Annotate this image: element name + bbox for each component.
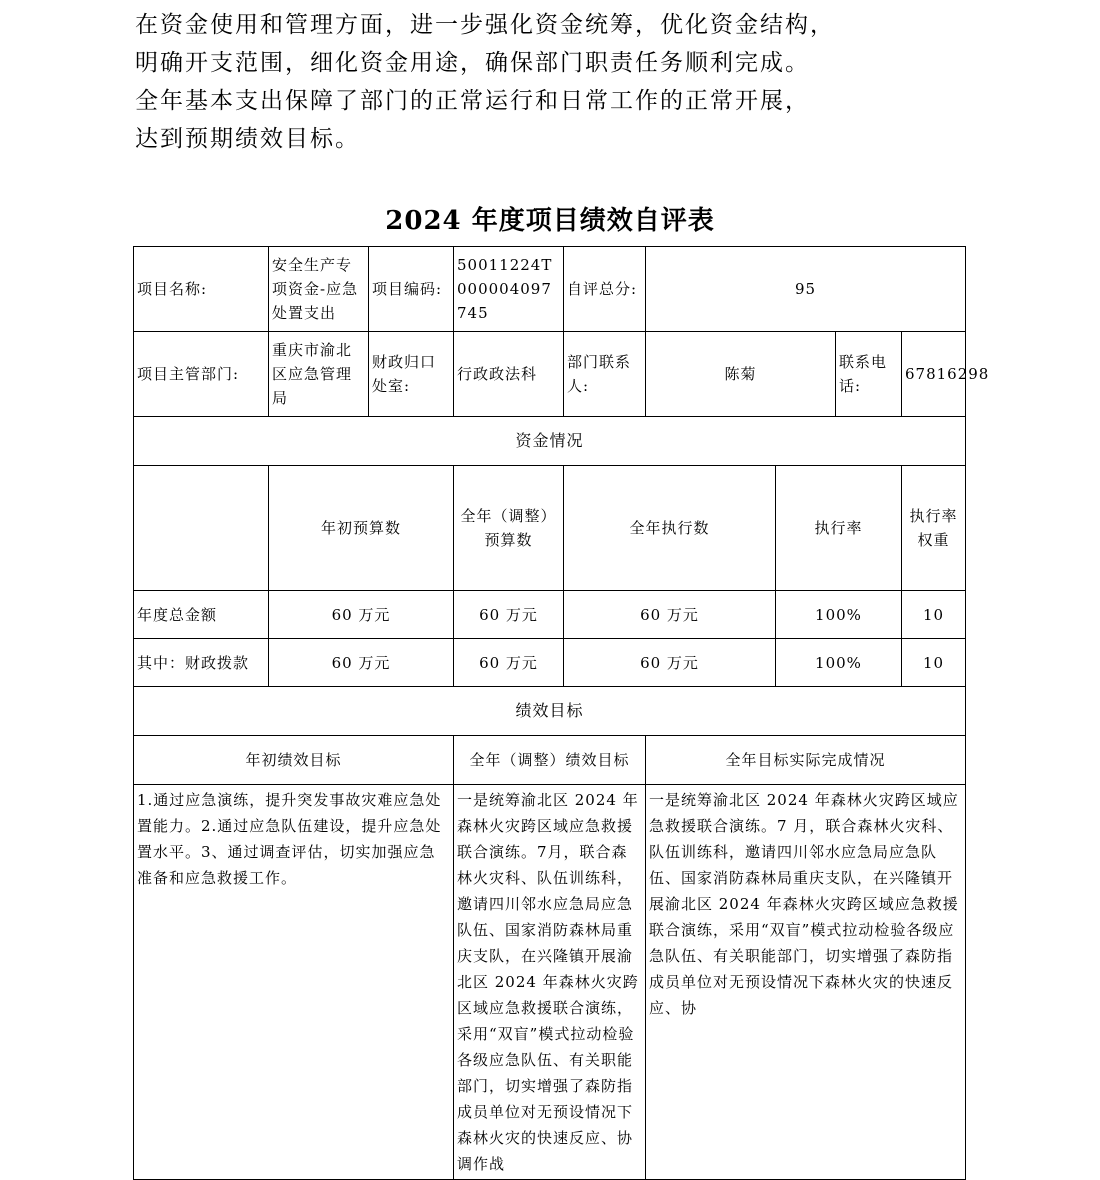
funds-executed: 60 万元 <box>564 591 776 639</box>
performance-table <box>133 246 990 1180</box>
funds-weight: 10 <box>902 591 966 639</box>
phone-label: 联系电话: <box>836 332 902 417</box>
funds-weight: 10 <box>902 639 966 687</box>
funds-section-title: 资金情况 <box>134 417 966 466</box>
funds-header-adjusted-budget: 全年（调整）预算数 <box>454 466 564 591</box>
dept-label: 项目主管部门: <box>134 332 269 417</box>
dept-value: 重庆市渝北区应急管理局 <box>269 332 369 417</box>
funds-header-executed: 全年执行数 <box>564 466 776 591</box>
funds-rate: 100% <box>776 639 902 687</box>
intro-line: 在资金使用和管理方面，进一步强化资金统筹，优化资金结构， <box>135 12 835 38</box>
funds-row-label: 其中：财政拨款 <box>134 639 269 687</box>
contact-value: 陈菊 <box>646 332 836 417</box>
contact-label: 部门联系人: <box>564 332 646 417</box>
goals-adjusted-text: 一是统筹渝北区 2024 年森林火灾跨区域应急救援联合演练。7月，联合森林火灾科、队伍训练科，邀请四川邻水应急局应急队伍、国家消防森林局重庆支队，在兴隆镇开展渝北区 2024 年森林火灾跨区域应急救援联合演练，采用“双盲”模式拉动检验各级应急队伍、有关职能部门，切实增强了森防指成员单位对无预设情况下森林火灾的快速反应、协调作战 <box>454 785 646 1180</box>
funds-initial-budget: 60 万元 <box>269 639 454 687</box>
finance-office-value: 行政政法科 <box>454 332 564 417</box>
goals-header-adjusted: 全年（调整）绩效目标 <box>454 736 646 785</box>
funds-initial-budget: 60 万元 <box>269 591 454 639</box>
goals-header-actual: 全年目标实际完成情况 <box>646 736 966 785</box>
project-name-value: 安全生产专项资金-应急处置支出 <box>269 247 369 332</box>
score-label: 自评总分: <box>564 247 646 332</box>
intro-line: 全年基本支出保障了部门的正常运行和日常工作的正常开展， <box>135 88 810 114</box>
project-code-value: 50011224T000004097745 <box>454 247 564 332</box>
project-code-label: 项目编码: <box>369 247 454 332</box>
table-row <box>134 639 966 687</box>
score-value: 95 <box>646 247 966 332</box>
table-title: 2024 年度项目绩效自评表 <box>385 206 715 236</box>
goals-header-initial: 年初绩效目标 <box>134 736 454 785</box>
intro-line: 明确开支范围，细化资金用途，确保部门职责任务顺利完成。 <box>135 50 810 76</box>
funds-adjusted-budget: 60 万元 <box>454 591 564 639</box>
funds-header-rate: 执行率 <box>776 466 902 591</box>
funds-adjusted-budget: 60 万元 <box>454 639 564 687</box>
funds-executed: 60 万元 <box>564 639 776 687</box>
goals-actual-text: 一是统筹渝北区 2024 年森林火灾跨区域应急救援联合演练。7 月，联合森林火灾科、队伍训练科，邀请四川邻水应急局应急队伍、国家消防森林局重庆支队，在兴隆镇开展渝北区 2024 年森林火灾跨区域应急救援联合演练，采用“双盲”模式拉动检验各级应急队伍、有关职能部门，切实增强了森防指成员单位对无预设情况下森林火灾的快速反应、协 <box>646 785 966 1180</box>
project-name-label: 项目名称: <box>134 247 269 332</box>
intro-paragraph <box>135 6 955 158</box>
funds-row-label: 年度总金额 <box>134 591 269 639</box>
goals-section-title: 绩效目标 <box>134 687 966 736</box>
funds-header-weight: 执行率权重 <box>902 466 966 591</box>
phone-value: 67816298 <box>902 332 966 417</box>
intro-line: 达到预期绩效目标。 <box>135 126 360 152</box>
table-row <box>134 591 966 639</box>
goals-initial-text: 1.通过应急演练，提升突发事故灾难应急处置能力。2.通过应急队伍建设，提升应急处置水平。3、通过调查评估，切实加强应急准备和应急救援工作。 <box>134 785 454 1180</box>
funds-header-initial-budget: 年初预算数 <box>269 466 454 591</box>
finance-office-label: 财政归口处室: <box>369 332 454 417</box>
funds-header-blank <box>134 466 269 591</box>
funds-rate: 100% <box>776 591 902 639</box>
